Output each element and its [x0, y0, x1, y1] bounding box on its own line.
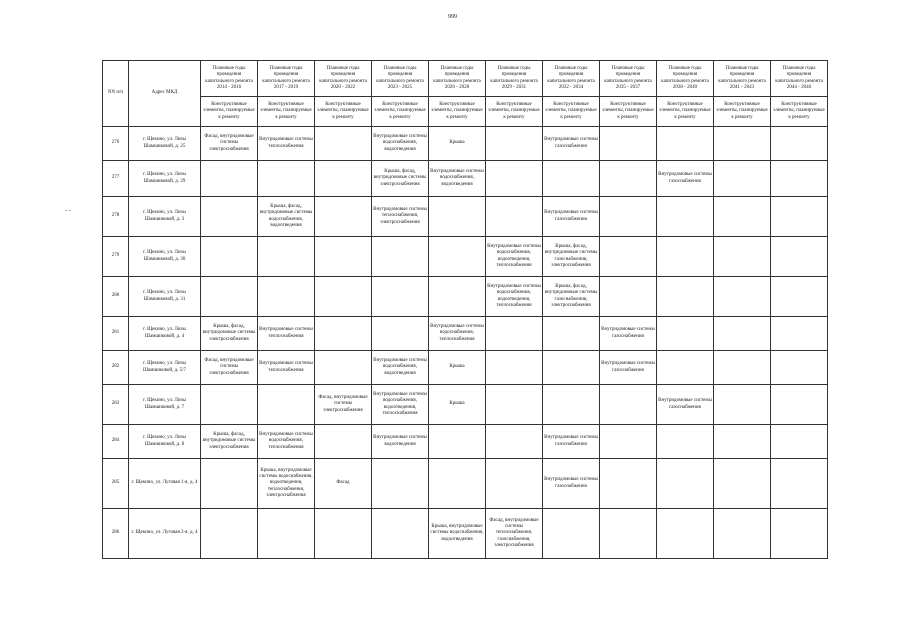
period-title: Плановые годы проведения капитального ремонта	[262, 66, 310, 84]
header-period	[543, 61, 600, 97]
row-cell: Крыша, фасад, внутридомовые системы электроснабжения	[201, 425, 258, 459]
row-cell: Внутридомовые системы водоснабжения, водоотведения	[429, 161, 486, 197]
row-cell	[714, 385, 771, 425]
row-cell	[372, 459, 429, 509]
row-address: г. Щекино, ул. Лизы Шамшиковой, д. 25	[129, 127, 201, 161]
row-cell: Крыша, фасад, внутридомовые системы электроснабжения	[372, 161, 429, 197]
header-elements: Конструктивные элементы, планируемые к ремонту	[315, 97, 372, 127]
row-cell	[771, 459, 828, 509]
row-cell	[543, 317, 600, 351]
table-row	[103, 277, 828, 317]
row-cell	[771, 161, 828, 197]
period-years: 2029 - 2031	[501, 84, 527, 90]
row-cell	[258, 385, 315, 425]
row-cell: Внутридомовые системы водоснабжения, водоотведения	[372, 127, 429, 161]
row-cell	[486, 317, 543, 351]
row-cell	[486, 385, 543, 425]
row-cell	[600, 197, 657, 237]
table-row	[103, 197, 828, 237]
row-cell: Внутридомовые системы газоснабжения	[657, 161, 714, 197]
row-cell	[771, 425, 828, 459]
row-cell	[315, 127, 372, 161]
row-cell	[771, 509, 828, 559]
row-cell	[657, 351, 714, 385]
row-cell: Крыша	[429, 127, 486, 161]
row-cell	[315, 425, 372, 459]
header-elements: Конструктивные элементы, планируемые к ремонту	[771, 97, 828, 127]
period-years: 2023 - 2025	[387, 84, 413, 90]
period-years: 2017 - 2019	[273, 84, 299, 90]
row-number: 277	[103, 161, 129, 197]
table-row	[103, 237, 828, 277]
row-cell	[429, 237, 486, 277]
row-cell: Крыша	[429, 351, 486, 385]
row-cell	[600, 127, 657, 161]
header-row-periods	[103, 61, 828, 97]
row-cell: Внутридомовые системы водоотведения	[372, 425, 429, 459]
row-cell	[543, 351, 600, 385]
row-cell: Внутридомовые системы газоснабжения	[600, 351, 657, 385]
row-cell	[657, 459, 714, 509]
period-title: Плановые годы проведения капитального ремонта	[205, 66, 253, 84]
row-cell	[714, 425, 771, 459]
row-cell	[372, 277, 429, 317]
header-period	[486, 61, 543, 97]
row-address: г. Щекино, ул. Лизы Шамшиковой, д. 7	[129, 385, 201, 425]
row-cell	[600, 161, 657, 197]
row-cell	[657, 237, 714, 277]
row-cell	[486, 197, 543, 237]
row-cell	[771, 127, 828, 161]
row-cell: Внутридомовые системы теплоснабжения	[258, 127, 315, 161]
row-cell	[657, 277, 714, 317]
header-elements: Конструктивные элементы, планируемые к ремонту	[486, 97, 543, 127]
row-address: г. Щекино, ул. Лизы Шамшиковой, д. 30	[129, 237, 201, 277]
row-cell	[372, 317, 429, 351]
page-number: 999	[448, 14, 457, 20]
row-cell: Внутридомовые системы теплоснабжения	[258, 317, 315, 351]
table-row	[103, 385, 828, 425]
row-cell: Внутридомовые системы водоснабжения, теплоснабжения	[429, 317, 486, 351]
header-period	[201, 61, 258, 97]
row-cell	[486, 425, 543, 459]
row-cell	[486, 127, 543, 161]
row-address: г. Щекино, ул. Лизы Шамшиковой, д. 3	[129, 197, 201, 237]
row-number: 286	[103, 509, 129, 559]
table-row	[103, 351, 828, 385]
row-cell	[600, 425, 657, 459]
row-cell	[315, 277, 372, 317]
row-cell: Внутридомовые системы теплоснабжения	[258, 351, 315, 385]
row-cell	[771, 197, 828, 237]
row-cell	[201, 197, 258, 237]
row-cell	[657, 197, 714, 237]
row-cell	[714, 459, 771, 509]
period-years: 2035 - 2037	[615, 84, 641, 90]
header-period	[714, 61, 771, 97]
row-cell: Внутридомовые системы водоснабжения, водоотведения, теплоснабжения	[486, 237, 543, 277]
row-cell	[600, 459, 657, 509]
row-cell	[315, 509, 372, 559]
period-years: 2014 - 2016	[216, 84, 242, 90]
row-cell: Крыша	[429, 385, 486, 425]
header-elements: Конструктивные элементы, планируемые к ремонту	[543, 97, 600, 127]
row-cell	[201, 385, 258, 425]
row-cell	[714, 277, 771, 317]
row-cell	[372, 509, 429, 559]
row-cell	[771, 277, 828, 317]
row-cell	[201, 237, 258, 277]
header-period	[600, 61, 657, 97]
row-cell	[372, 237, 429, 277]
row-number: 280	[103, 277, 129, 317]
table-row	[103, 459, 828, 509]
row-cell: Внутридомовые системы теплоснабжения, электроснабжения	[372, 197, 429, 237]
row-address: г. Щекино, ул. Лизы Шамшиковой, д. 29	[129, 161, 201, 197]
row-cell: Фасад, внутридомовые системы электроснабжения	[315, 385, 372, 425]
header-period	[429, 61, 486, 97]
row-cell	[657, 317, 714, 351]
row-cell: Фасад, внутридомовые системы электроснабжения	[201, 127, 258, 161]
period-title: Плановые годы проведения капитального ремонта	[718, 66, 766, 84]
row-cell	[429, 277, 486, 317]
row-cell	[201, 277, 258, 317]
row-cell: Фасад	[315, 459, 372, 509]
row-address: г. Щекино, ул. Луговая 1-я, д. 4	[129, 459, 201, 509]
header-period	[258, 61, 315, 97]
row-cell	[429, 197, 486, 237]
row-cell	[714, 161, 771, 197]
row-cell	[315, 317, 372, 351]
row-cell	[315, 237, 372, 277]
row-cell: Внутридомовые системы газоснабжения	[543, 459, 600, 509]
table-row	[103, 161, 828, 197]
row-cell	[258, 509, 315, 559]
table-row	[103, 127, 828, 161]
row-address: г. Щекино, ул. Луговая 2-я, д. 4	[129, 509, 201, 559]
period-years: 2026 - 2028	[444, 84, 470, 90]
header-elements: Конструктивные элементы, планируемые к ремонту	[600, 97, 657, 127]
row-cell	[315, 197, 372, 237]
row-cell	[714, 237, 771, 277]
header-period	[771, 61, 828, 97]
row-cell: Крыша, фасад, внутридомовые системы газоснабжения, электроснабжения	[543, 277, 600, 317]
row-cell: Внутридомовые системы газоснабжения	[600, 317, 657, 351]
row-address: г. Щекино, ул. Лизы Шамшиковой, д. 8	[129, 425, 201, 459]
row-cell	[486, 161, 543, 197]
header-address: Адрес МКД	[129, 61, 201, 127]
row-cell	[543, 161, 600, 197]
period-title: Плановые годы проведения капитального ремонта	[775, 66, 823, 84]
row-cell	[600, 237, 657, 277]
row-cell: Крыша, внутридомовые системы водоснабжения, водоотведения, теплоснабжения, электроснабжения	[258, 459, 315, 509]
row-cell	[543, 509, 600, 559]
period-title: Плановые годы проведения капитального ремонта	[604, 66, 652, 84]
row-cell	[771, 237, 828, 277]
row-cell	[429, 425, 486, 459]
period-title: Плановые годы проведения капитального ремонта	[433, 66, 481, 84]
row-cell	[600, 385, 657, 425]
row-cell: Внутридомовые системы газоснабжения	[543, 197, 600, 237]
period-title: Плановые годы проведения капитального ремонта	[547, 66, 595, 84]
row-cell	[315, 161, 372, 197]
row-cell: Крыша, фасад, внутридомовые системы газоснабжения, электроснабжения	[543, 237, 600, 277]
row-cell	[714, 197, 771, 237]
row-cell: Крыша, внутридомовые системы водоснабжения, водоотведения	[429, 509, 486, 559]
row-number: 284	[103, 425, 129, 459]
row-address: г. Щекино, ул. Лизы Шамшиковой, д. 4	[129, 317, 201, 351]
period-years: 2041 - 2043	[729, 84, 755, 90]
table-row	[103, 317, 828, 351]
header-elements: Конструктивные элементы, планируемые к ремонту	[714, 97, 771, 127]
row-cell: Внутридомовые системы водоснабжения, водоотведения, теплоснабжения	[372, 385, 429, 425]
row-cell	[714, 317, 771, 351]
row-cell	[258, 161, 315, 197]
row-cell: Внутридомовые системы водоснабжения, теплоснабжения	[258, 425, 315, 459]
row-cell	[201, 459, 258, 509]
row-cell: Фасад, внутридомовые системы теплоснабжения, газоснабжения, электроснабжения	[486, 509, 543, 559]
row-cell: Внутридомовые системы газоснабжения	[657, 385, 714, 425]
header-elements: Конструктивные элементы, планируемые к ремонту	[201, 97, 258, 127]
row-cell: Крыша, фасад, внутридомовые системы электроснабжения	[201, 317, 258, 351]
row-cell: Внутридомовые системы газоснабжения	[543, 127, 600, 161]
header-elements: Конструктивные элементы, планируемые к ремонту	[657, 97, 714, 127]
row-cell: Внутридомовые системы водоснабжения, водоотведения	[372, 351, 429, 385]
row-number: 276	[103, 127, 129, 161]
row-cell	[543, 385, 600, 425]
header-elements: Конструктивные элементы, планируемые к ремонту	[429, 97, 486, 127]
header-period	[372, 61, 429, 97]
row-cell	[315, 351, 372, 385]
row-cell	[258, 237, 315, 277]
period-years: 2038 - 2040	[672, 84, 698, 90]
row-number: 282	[103, 351, 129, 385]
row-cell: Фасад, внутридомовые системы электроснабжения	[201, 351, 258, 385]
row-cell: Внутридомовые системы газоснабжения	[543, 425, 600, 459]
period-title: Плановые годы проведения капитального ремонта	[661, 66, 709, 84]
table-row	[103, 509, 828, 559]
period-title: Плановые годы проведения капитального ремонта	[376, 66, 424, 84]
header-period	[315, 61, 372, 97]
row-cell	[771, 385, 828, 425]
period-years: 2032 - 2034	[558, 84, 584, 90]
row-cell	[714, 351, 771, 385]
row-address: г. Щекино, ул. Лизы Шамшиковой, д. 5/7	[129, 351, 201, 385]
header-period	[657, 61, 714, 97]
period-years: 2020 - 2022	[330, 84, 356, 90]
row-cell	[201, 161, 258, 197]
repair-schedule-table	[102, 60, 828, 559]
header-elements: Конструктивные элементы, планируемые к ремонту	[372, 97, 429, 127]
row-cell	[771, 351, 828, 385]
row-cell: Крыша, фасад, внутридомовые системы водоснабжения, водоотведения	[258, 197, 315, 237]
row-cell	[657, 127, 714, 161]
row-cell	[600, 509, 657, 559]
period-title: Плановые годы проведения капитального ремонта	[319, 66, 367, 84]
row-number: 283	[103, 385, 129, 425]
period-title: Плановые годы проведения капитального ремонта	[490, 66, 538, 84]
row-cell	[600, 277, 657, 317]
row-cell	[486, 351, 543, 385]
table-row	[103, 425, 828, 459]
row-number: 278	[103, 197, 129, 237]
row-number: 281	[103, 317, 129, 351]
row-address: г. Щекино, ул. Лизы Шамшиковой, д. 31	[129, 277, 201, 317]
side-mark: - -	[65, 208, 71, 214]
row-cell	[714, 127, 771, 161]
row-cell	[201, 509, 258, 559]
row-cell	[429, 459, 486, 509]
header-num: NN п/п	[103, 61, 129, 127]
row-cell	[771, 317, 828, 351]
row-number: 279	[103, 237, 129, 277]
row-cell: Внутридомовые системы водоснабжения, водоотведения, теплоснабжения	[486, 277, 543, 317]
row-cell	[486, 459, 543, 509]
row-cell	[714, 509, 771, 559]
period-years: 2044 - 2046	[786, 84, 812, 90]
row-cell	[657, 509, 714, 559]
header-elements: Конструктивные элементы, планируемые к ремонту	[258, 97, 315, 127]
row-cell	[258, 277, 315, 317]
header-row-elements	[103, 97, 828, 127]
row-cell	[657, 425, 714, 459]
row-number: 285	[103, 459, 129, 509]
